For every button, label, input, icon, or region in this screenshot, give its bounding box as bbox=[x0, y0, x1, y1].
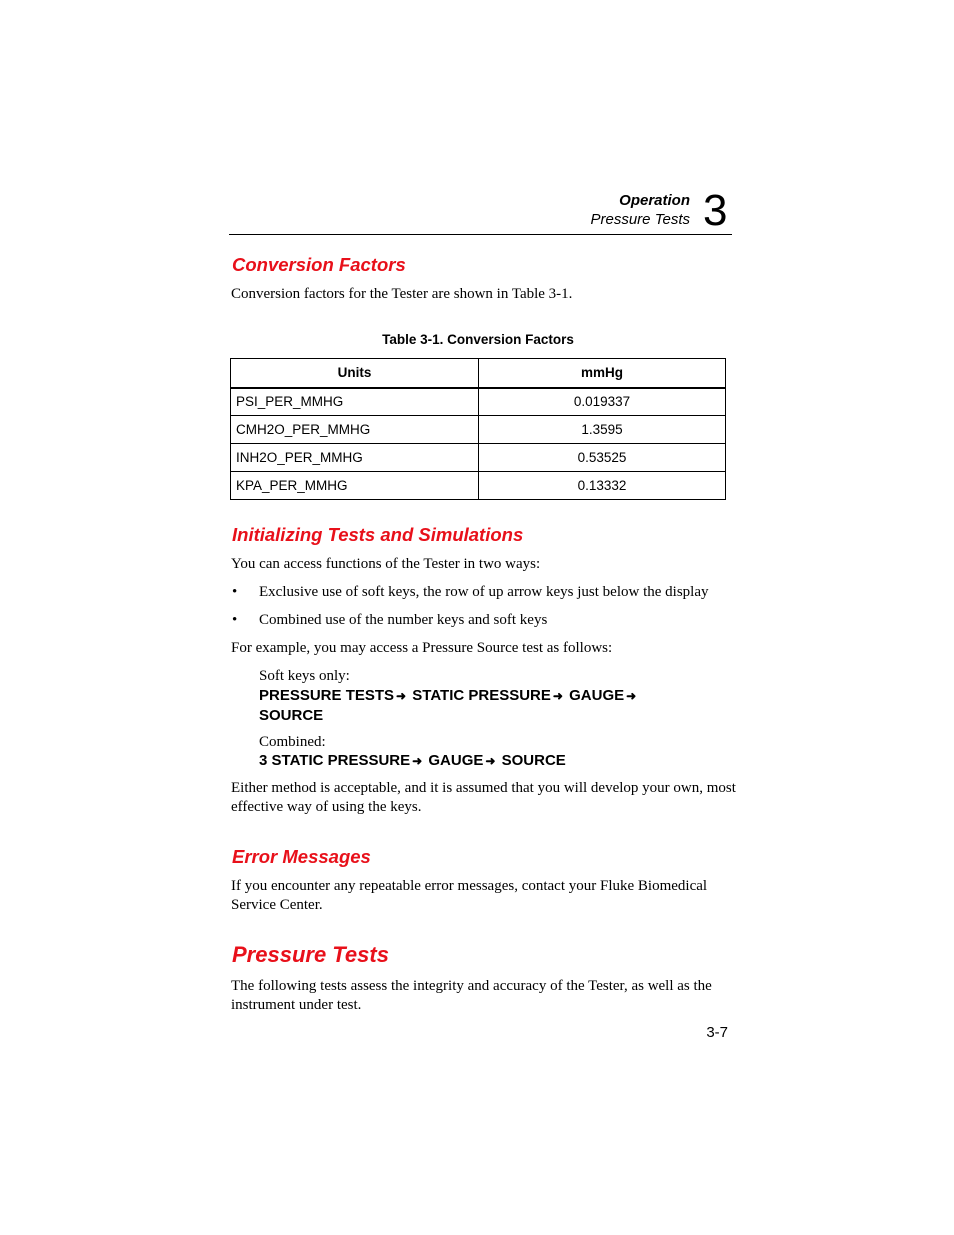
right-arrow-icon: ➜ bbox=[552, 689, 563, 703]
bullet-item: Combined use of the number keys and soft keys bbox=[259, 612, 548, 628]
table-caption: Table 3-1. Conversion Factors bbox=[382, 332, 574, 347]
combined-keys-sequence bbox=[259, 751, 729, 771]
key-name: 3 STATIC PRESSURE bbox=[259, 752, 411, 769]
value-cell: 0.019337 bbox=[479, 388, 726, 416]
combined-label: Combined: bbox=[259, 734, 326, 750]
table-row bbox=[231, 472, 726, 500]
bullet-item: Exclusive use of soft keys, the row of up arrow keys just below the display bbox=[259, 584, 709, 600]
value-cell: 1.3595 bbox=[479, 416, 726, 444]
init-intro: You can access functions of the Tester in two ways: bbox=[231, 556, 541, 572]
right-arrow-icon: ➜ bbox=[412, 754, 423, 768]
column-header-mmhg: mmHg bbox=[479, 359, 726, 388]
table-row bbox=[231, 388, 726, 416]
key-name: GAUGE bbox=[569, 687, 625, 704]
right-arrow-icon: ➜ bbox=[396, 689, 407, 703]
unit-cell: KPA_PER_MMHG bbox=[231, 472, 479, 500]
bullet-marker: • bbox=[232, 584, 238, 600]
error-text: If you encounter any repeatable error messages, contact your Fluke Biomedical Service Center. bbox=[231, 878, 708, 913]
heading-conversion-factors: Conversion Factors bbox=[232, 254, 406, 275]
key-name: GAUGE bbox=[428, 752, 484, 769]
unit-cell: CMH2O_PER_MMHG bbox=[231, 416, 479, 444]
heading-pressure-tests: Pressure Tests bbox=[232, 942, 389, 967]
table-row bbox=[231, 444, 726, 472]
column-header-units: Units bbox=[231, 359, 479, 388]
example-intro: For example, you may access a Pressure Source test as follows: bbox=[231, 640, 613, 656]
soft-keys-label: Soft keys only: bbox=[259, 668, 350, 684]
section-title: Pressure Tests bbox=[590, 211, 690, 228]
header-rule bbox=[229, 234, 732, 235]
key-name: SOURCE bbox=[501, 752, 566, 769]
key-name: PRESSURE TESTS bbox=[259, 687, 395, 704]
heading-error-messages: Error Messages bbox=[232, 846, 371, 867]
unit-cell: INH2O_PER_MMHG bbox=[231, 444, 479, 472]
conversion-intro: Conversion factors for the Tester are shown in Table 3-1. bbox=[231, 286, 573, 302]
init-conclusion: Either method is acceptable, and it is assumed that you will develop your own, most effective way of using the keys. bbox=[231, 780, 736, 815]
pressure-text: The following tests assess the integrity and accuracy of the Tester, as well as the instrument under test. bbox=[231, 978, 712, 1013]
key-name: STATIC PRESSURE bbox=[412, 687, 551, 704]
value-cell: 0.53525 bbox=[479, 444, 726, 472]
chapter-title: Operation bbox=[619, 192, 690, 209]
chapter-number: 3 bbox=[703, 186, 728, 235]
table-header-row bbox=[231, 359, 726, 388]
soft-keys-sequence bbox=[259, 686, 729, 725]
right-arrow-icon: ➜ bbox=[626, 689, 637, 703]
right-arrow-icon: ➜ bbox=[485, 754, 496, 768]
unit-cell: PSI_PER_MMHG bbox=[231, 388, 479, 416]
page-number: 3-7 bbox=[706, 1024, 728, 1041]
bullet-marker: • bbox=[232, 612, 238, 628]
key-name: SOURCE bbox=[259, 707, 324, 724]
conversion-table bbox=[230, 358, 726, 500]
value-cell: 0.13332 bbox=[479, 472, 726, 500]
table-row bbox=[231, 416, 726, 444]
heading-initializing-tests: Initializing Tests and Simulations bbox=[232, 524, 524, 545]
